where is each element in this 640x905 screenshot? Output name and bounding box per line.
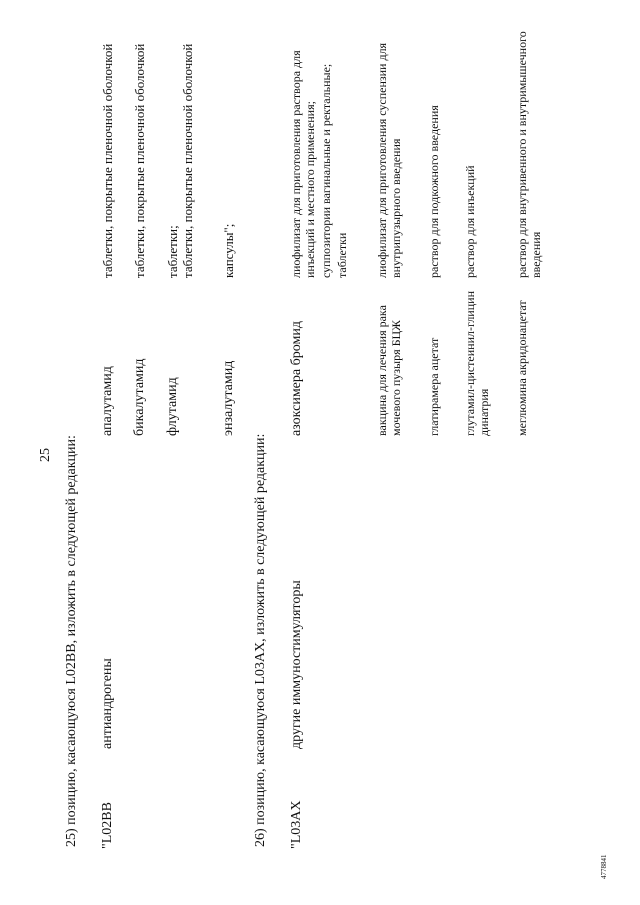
form-glatiramer-acetate: раствор для подкожного введения: [427, 105, 441, 278]
drug-enzalutamide: энзалутамид: [221, 360, 236, 436]
drug-glatiramer-acetate: глатирамера ацетат: [427, 337, 441, 436]
section-25-code: "L02BB: [100, 802, 115, 849]
document-id: 4778841: [600, 854, 608, 879]
form-bcg-vaccine: лиофилизат для приготовления суспензии для внутрипузырного введения: [375, 42, 404, 278]
drug-apalutamide: апалутамид: [100, 366, 115, 436]
drug-azoximer-bromide: азоксимера бромид: [289, 321, 304, 436]
form-apalutamide: таблетки, покрытые пленочной оболочкой: [100, 43, 115, 278]
page-number: 25: [38, 448, 53, 462]
form-enzalutamide: капсулы";: [221, 223, 236, 278]
section-26-intro: 26) позицию, касающуюся L03AX, изложить в следующей редакции:: [253, 433, 268, 847]
form-flutamide-2: таблетки, покрытые пленочной оболочкой: [180, 43, 195, 278]
section-26-code: "L03AX: [289, 800, 304, 849]
drug-glutamyl-cysteinyl-glycine: глутамил-цистеинил-глицин динатрия: [463, 291, 492, 436]
drug-meglumine-acridonacetate: меглюмина акридонацетат: [515, 300, 529, 436]
section-25-group: антиандрогены: [100, 658, 115, 749]
section-26-group: другие иммуностимуляторы: [289, 580, 304, 749]
form-azoximer-1: лиофилизат для приготовления раствора для инъекций и местного применения;: [289, 50, 318, 278]
section-25-intro: 25) позицию, касающуюся L02BB, изложить в следующей редакции:: [64, 435, 79, 847]
drug-bicalutamide: бикалутамид: [132, 358, 147, 436]
drug-flutamide: флутамид: [165, 377, 180, 436]
form-azoximer-2: суппозитории вагинальные и ректальные;: [319, 63, 333, 278]
form-azoximer-3: таблетки: [335, 232, 349, 278]
form-flutamide-1: таблетки;: [165, 225, 180, 278]
drug-bcg-vaccine: вакцина для лечения рака мочевого пузыря БЦЖ: [375, 305, 404, 436]
form-bicalutamide: таблетки, покрытые пленочной оболочкой: [132, 43, 147, 278]
form-meglumine-acridonacetate: раствор для внутривенного и внутримышечного введения: [515, 31, 544, 278]
form-glutamyl-cysteinyl-glycine: раствор для инъекций: [463, 165, 477, 278]
